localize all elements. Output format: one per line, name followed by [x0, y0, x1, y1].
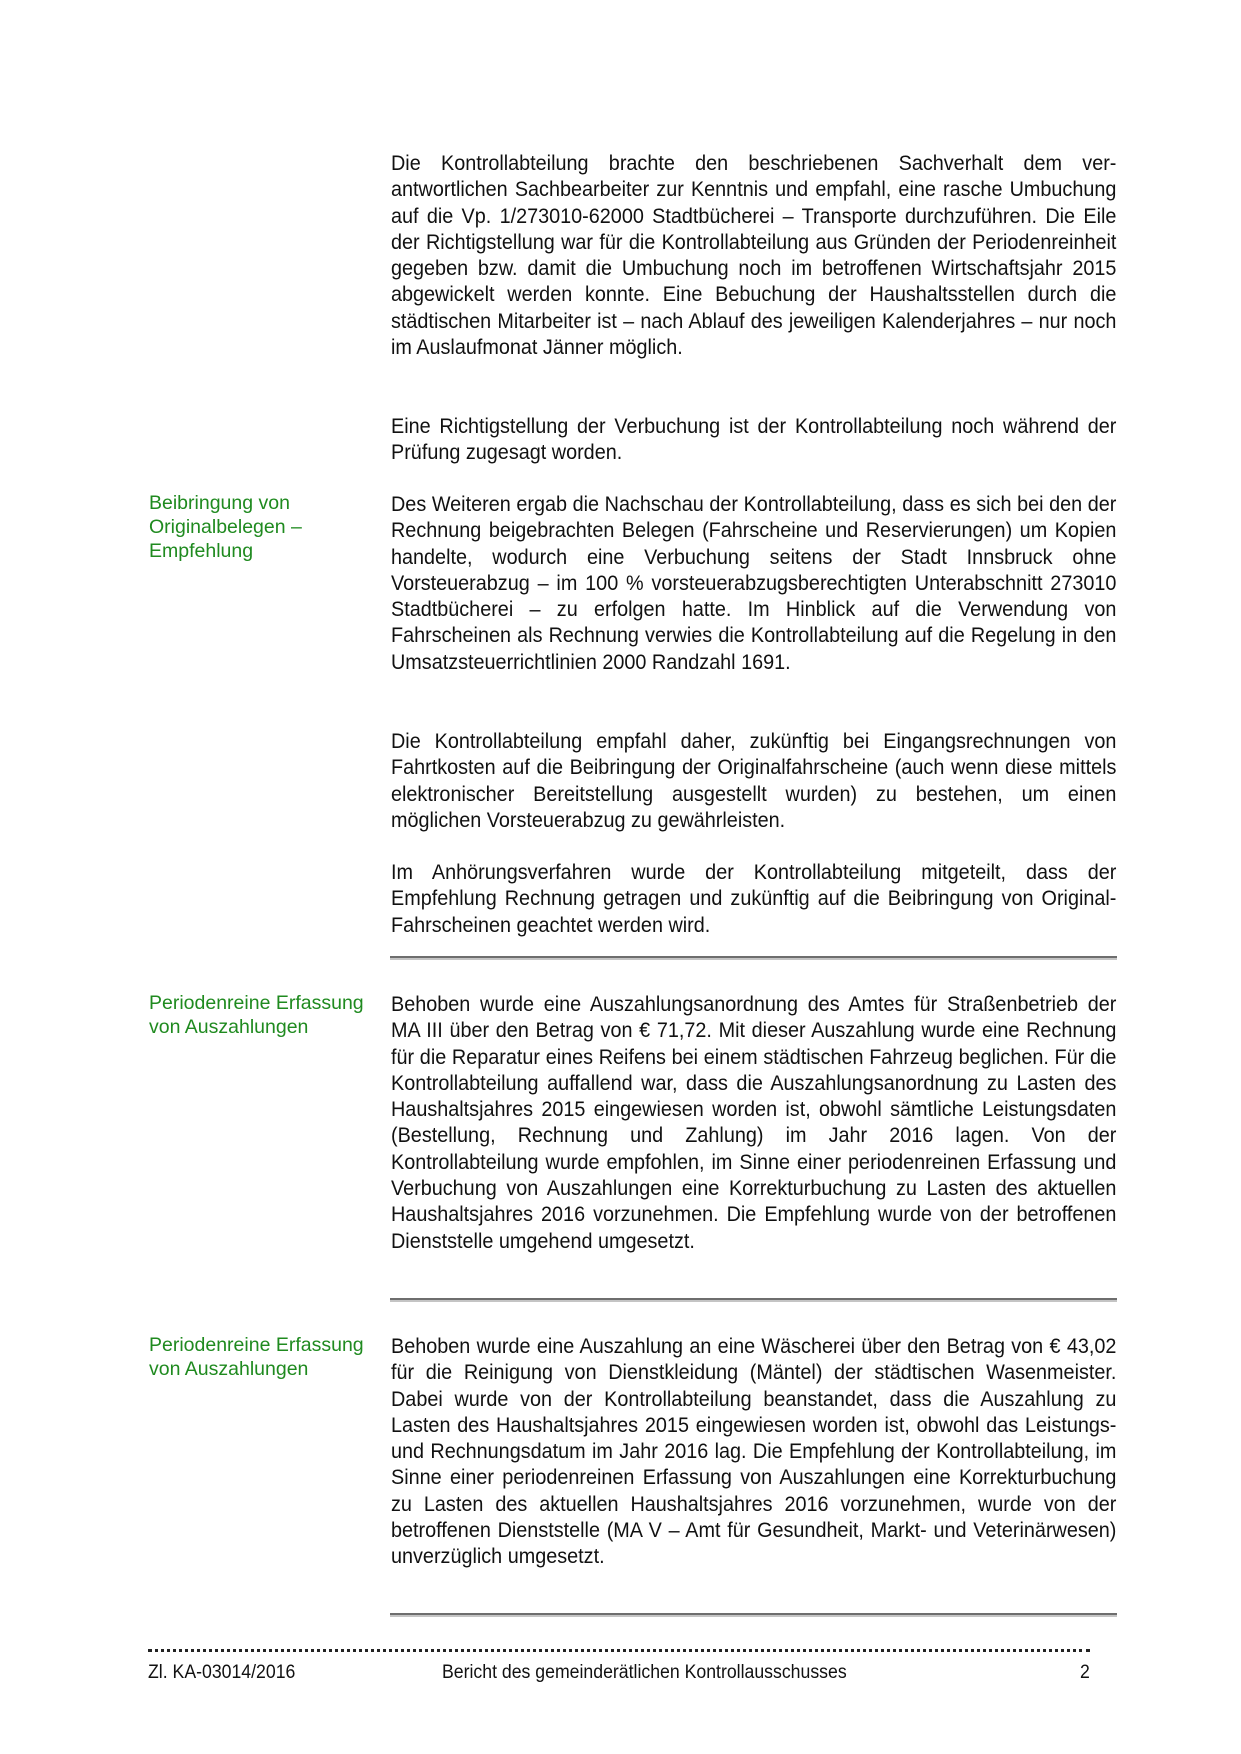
body-paragraph: Die Kontrollabteilung brachte den beschriebenen Sachverhalt dem verantwortlichen Sachbearbeiter zur Kenntnis und empfahl, eine rasche Umbuchung auf die Vp. 1/273010-62000 Stadtbücherei – Transporte durchzuführen. Die Eile der Richtigstellung war für die Kontrollabteilung aus Gründen der Periodenreinheit gegeben bzw. damit die Umbuchung noch im betroffenen Wirtschaftsjahr 2015 abgewickelt werden konnte. Eine Bebuchung der Haushaltsstellen durch die städtischen Mitarbeiter ist – nach Ablauf des jeweiligen Kalenderjahres – nur noch im Auslaufmonat Jänner möglich. — [391, 151, 1117, 360]
footer-title: Bericht des gemeinderätlichen Kontrollausschusses — [442, 1662, 847, 1683]
section-separator — [390, 1298, 1117, 1302]
body-paragraph: Des Weiteren ergab die Nachschau der Kontrollabteilung, dass es sich bei den der Rechnung beigebrachten Belegen (Fahrscheine und Reservierungen) um Kopien handelte, wodurch eine Verbuchung seitens der Stadt Innsbruck ohne Vorsteuerabzug – im 100 % vorsteuerabzugsberechtigten Unterabschnitt 273010 Stadtbücherei – zu erfolgen hatte. Im Hinblick auf die Verwendung von Fahrscheinen als Rechnung verwies die Kontrollabteilung auf die Regelung in den Umsatzsteuerrichtlinien 2000 Randzahl 1691. — [391, 492, 1117, 674]
footer-dotted-rule — [148, 1649, 1090, 1652]
body-paragraph: Behoben wurde eine Auszahlungsanordnung des Amtes für Straßenbetrieb der MA III über den Betrag von € 71,72. Mit dieser Auszahlung wurde eine Rechnung für die Reparatur eines Reifens bei einem städtischen Fahrzeug beglichen. Für die Kontrollabteilung auffallend war, dass die Auszahlungsanordnung zu Lasten des Haushaltsjahres 2015 eingewiesen worden ist, obwohl sämtliche Leistungsdaten (Bestellung, Rechnung und Zahlung) im Jahr 2016 lagen. Von der Kontrollabteilung wurde empfohlen, im Sinne einer periodenreinen Erfassung und Verbuchung von Auszahlungen eine Korrekturbuchung zu Lasten des aktuellen Haushaltsjahres 2016 vorzunehmen. Die Empfehlung wurde von der betroffenen Dienststelle umgehend umgesetzt. — [391, 992, 1117, 1253]
margin-label: Beibringung von Originalbelegen – Empfehlung — [149, 492, 302, 562]
page-number: 2 — [1080, 1662, 1090, 1683]
margin-label: Periodenreine Erfassung von Auszahlungen — [149, 1334, 364, 1380]
section-separator — [390, 1613, 1117, 1617]
body-paragraph: Im Anhörungsverfahren wurde der Kontrollabteilung mitgeteilt, dass der Empfehlung Rechnung getragen und zukünftig auf die Beibringung von Original-Fahrscheinen geachtet werden wird. — [391, 860, 1117, 937]
body-paragraph: Behoben wurde eine Auszahlung an eine Wäscherei über den Betrag von € 43,02 für die Reinigung von Dienstkleidung (Mäntel) der städtischen Wasenmeister. Dabei wurde von der Kontrollabteilung beanstandet, dass die Auszahlung zu Lasten des Haushaltsjahres 2015 eingewiesen worden ist, obwohl das Leistungs- und Rechnungsdatum im Jahr 2016 lag. Die Empfehlung der Kontrollabteilung, im Sinne einer periodenreinen Erfassung von Auszahlungen eine Korrekturbuchung zu Lasten des aktuellen Haushaltsjahres 2016 vorzunehmen, wurde von der betroffenen Dienststelle (MA V – Amt für Gesundheit, Markt- und Veterinärwesen) unverzüglich umgesetzt. — [391, 1334, 1117, 1569]
footer-reference: Zl. KA-03014/2016 — [148, 1662, 296, 1683]
section-separator — [390, 956, 1117, 960]
body-paragraph: Die Kontrollabteilung empfahl daher, zukünftig bei Eingangsrechnungen von Fahrtkosten auf die Beibringung der Originalfahrscheine (auch wenn diese mittels elektronischer Bereitstellung ausgestellt wurden) zu bestehen, um einen möglichen Vorsteuerabzug zu gewährleisten. — [391, 729, 1117, 832]
margin-label: Periodenreine Erfassung von Auszahlungen — [149, 992, 364, 1038]
body-paragraph: Eine Richtigstellung der Verbuchung ist der Kontrollabteilung noch während der Prüfung zugesagt worden. — [391, 414, 1117, 465]
